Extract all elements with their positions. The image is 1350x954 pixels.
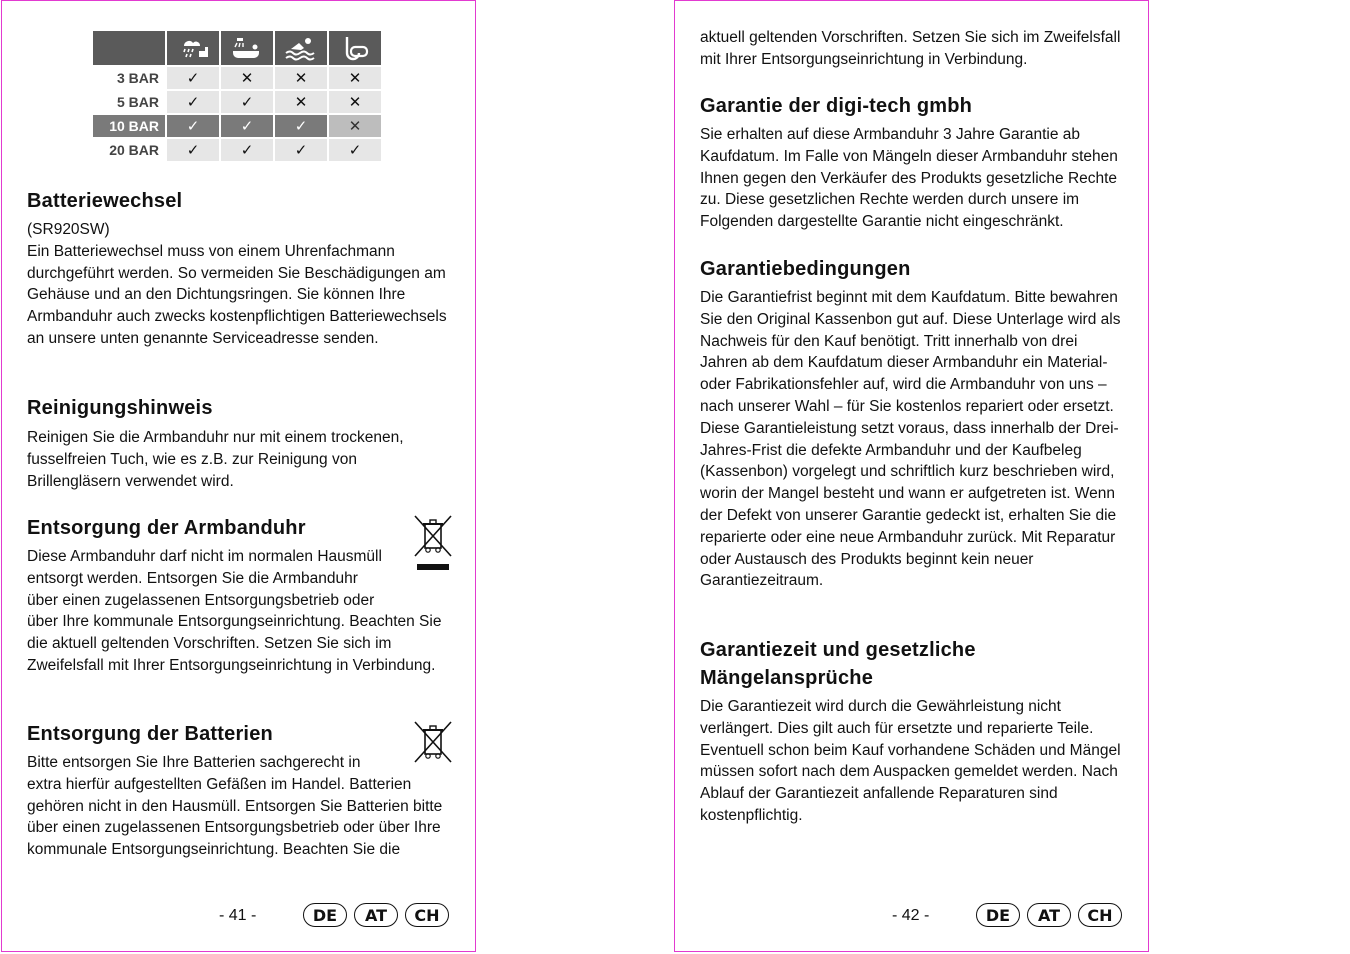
period-title-line2: Mängelansprüche — [700, 667, 874, 689]
footer-right — [675, 903, 1150, 929]
pressure-label: 10 BAR — [93, 115, 165, 137]
page-left — [1, 0, 476, 952]
check-icon: ✓ — [167, 67, 219, 89]
continuation-text: aktuell geltenden Vorschriften. Setzen Sie sich im Zweifelsfall mit Ihrer Entsorgungseinrichtung in Verbindung. — [700, 29, 1121, 68]
table-row — [93, 115, 381, 137]
battery-section — [27, 187, 453, 350]
separate-collection-bar — [417, 564, 449, 570]
warranty-title: Garantie der digi-tech gmbh — [700, 95, 973, 117]
country-code-at: AT — [1027, 903, 1071, 927]
rain-splash-icon — [167, 31, 219, 65]
conditions-text: Die Garantiefrist beginnt mit dem Kaufdatum. Bitte bewahren Sie den Original Kassenbon gut auf. Diese Unterlage wird als Nachweis für den Kauf benötigt. Tritt innerhalb von drei Jahren ab dem Kaufdatum dieser Armbanduhr ein Material- oder Fabrikationsfehler auf, wird die Armbanduhr von uns – nach unserer Wahl – für Sie kostenlos repariert oder ersetzt. Diese Garantieleistung setzt voraus, dass innerhalb der Drei-Jahres-Frist die defekte Armbanduhr und der Kaufbeleg (Kassenbon) vorgelegt und schriftlich kurz beschrieben wird, worin der Mangel besteht und wann er aufgetreten ist. Wenn der Defekt von unserer Garantie gedeckt ist, erhalten Sie die reparierte oder eine neue Armbanduhr zurück. Mit Reparatur oder Austausch des Produkts beginnt kein neuer Garantiezeitraum. — [700, 289, 1121, 590]
check-icon: ✓ — [221, 91, 273, 113]
disposal-battery-title: Entsorgung der Batterien — [27, 723, 273, 745]
check-icon: ✓ — [329, 139, 381, 161]
shower-icon — [221, 31, 273, 65]
country-code-ch: CH — [405, 903, 449, 927]
pressure-label: 3 BAR — [93, 67, 165, 89]
disposal-battery-section — [27, 720, 453, 861]
snorkel-icon — [329, 31, 381, 65]
pressure-label: 5 BAR — [93, 91, 165, 113]
disposal-watch-section — [27, 514, 453, 677]
page-number: - 42 - — [892, 907, 930, 924]
check-icon: ✓ — [167, 91, 219, 113]
swimming-icon — [275, 31, 327, 65]
continuation-section — [700, 27, 1126, 71]
table-row — [93, 67, 381, 89]
country-code-de: DE — [303, 903, 347, 927]
period-title-line1: Garantiezeit und gesetzliche — [700, 639, 976, 661]
water-resistance-table — [91, 29, 383, 163]
crossed-bin-icon — [413, 514, 453, 558]
table-row — [93, 139, 381, 161]
cross-icon: ✕ — [221, 67, 273, 89]
conditions-section — [700, 255, 1126, 592]
check-icon: ✓ — [221, 115, 273, 137]
battery-model: (SR920SW) — [27, 221, 110, 238]
disposal-watch-text: Diese Armbanduhr darf nicht im normalen Hausmüll entsorgt werden. Entsorgen Sie die Armbanduhr über einen zugelassenen Entsorgungsbetrieb oder über Ihre kommunale Entsorgungseinrichtung. Beachten Sie die aktuell geltenden Vorschriften. Setzen Sie sich im Zweifelsfall mit Ihrer Entsorgungseinrichtung in Verbindung. — [27, 548, 442, 674]
country-code-at: AT — [354, 903, 398, 927]
page-right — [674, 0, 1149, 952]
country-code-de: DE — [976, 903, 1020, 927]
cleaning-title: Reinigungshinweis — [27, 397, 213, 419]
check-icon: ✓ — [167, 139, 219, 161]
battery-text: Ein Batteriewechsel muss von einem Uhrenfachmann durchgeführt werden. So vermeiden Sie Beschädigungen am Gehäuse und an den Dichtungsringen. Sie können Ihre Armbanduhr auch zwecks kostenpflichtigen Batteriewechsels an unsere unten genannte Serviceadresse senden. — [27, 242, 447, 347]
table-header-row — [93, 31, 381, 65]
cleaning-section — [27, 394, 453, 492]
conditions-title: Garantiebedingungen — [700, 258, 911, 280]
disposal-battery-text: Bitte entsorgen Sie Ihre Batterien sachgerecht in extra hierfür aufgestellten Gefäßen im Handel. Batterien gehören nicht in den Hausmüll. Entsorgen Sie Batterien bitte über einen zugelassenen Entsorgungsbetrieb oder über Ihre kommunale Entsorgungseinrichtung. Beachten Sie die — [27, 754, 443, 859]
cross-icon: ✕ — [329, 67, 381, 89]
disposal-watch-title: Entsorgung der Armbanduhr — [27, 517, 306, 539]
footer-left — [2, 903, 477, 929]
pressure-label: 20 BAR — [93, 139, 165, 161]
cross-icon: ✕ — [329, 115, 381, 137]
check-icon: ✓ — [275, 115, 327, 137]
cross-icon: ✕ — [275, 67, 327, 89]
check-icon: ✓ — [167, 115, 219, 137]
cleaning-text: Reinigen Sie die Armbanduhr nur mit einem trockenen, fusselfreien Tuch, wie es z.B. zur Reinigung von Brillengläsern verwendet wird. — [27, 429, 404, 490]
warranty-section — [700, 92, 1126, 233]
check-icon: ✓ — [275, 139, 327, 161]
period-text: Die Garantiezeit wird durch die Gewährleistung nicht verlängert. Dies gilt auch für ersetzte und reparierte Teile. Eventuell schon beim Kauf vorhandene Schäden und Mängel müssen sofort nach dem Auspacken gemeldet werden. Nach Ablauf der Garantiezeit anfallende Reparaturen sind kostenpflichtig. — [700, 698, 1121, 824]
cross-icon: ✕ — [275, 91, 327, 113]
battery-title: Batteriewechsel — [27, 190, 183, 212]
crossed-bin-icon — [413, 720, 453, 764]
country-code-ch: CH — [1078, 903, 1122, 927]
check-icon: ✓ — [221, 139, 273, 161]
page-number: - 41 - — [219, 907, 257, 924]
warranty-text: Sie erhalten auf diese Armbanduhr 3 Jahre Garantie ab Kaufdatum. Im Falle von Mängeln dieser Armbanduhr stehen Ihnen gegen den Verkäufer des Produkts gesetzliche Rechte zu. Diese gesetzlichen Rechte werden durch unsere im Folgenden dargestellte Garantie nicht eingeschränkt. — [700, 126, 1118, 231]
cross-icon: ✕ — [329, 91, 381, 113]
period-section — [700, 636, 1126, 827]
table-header-corner — [93, 31, 165, 65]
table-row — [93, 91, 381, 113]
